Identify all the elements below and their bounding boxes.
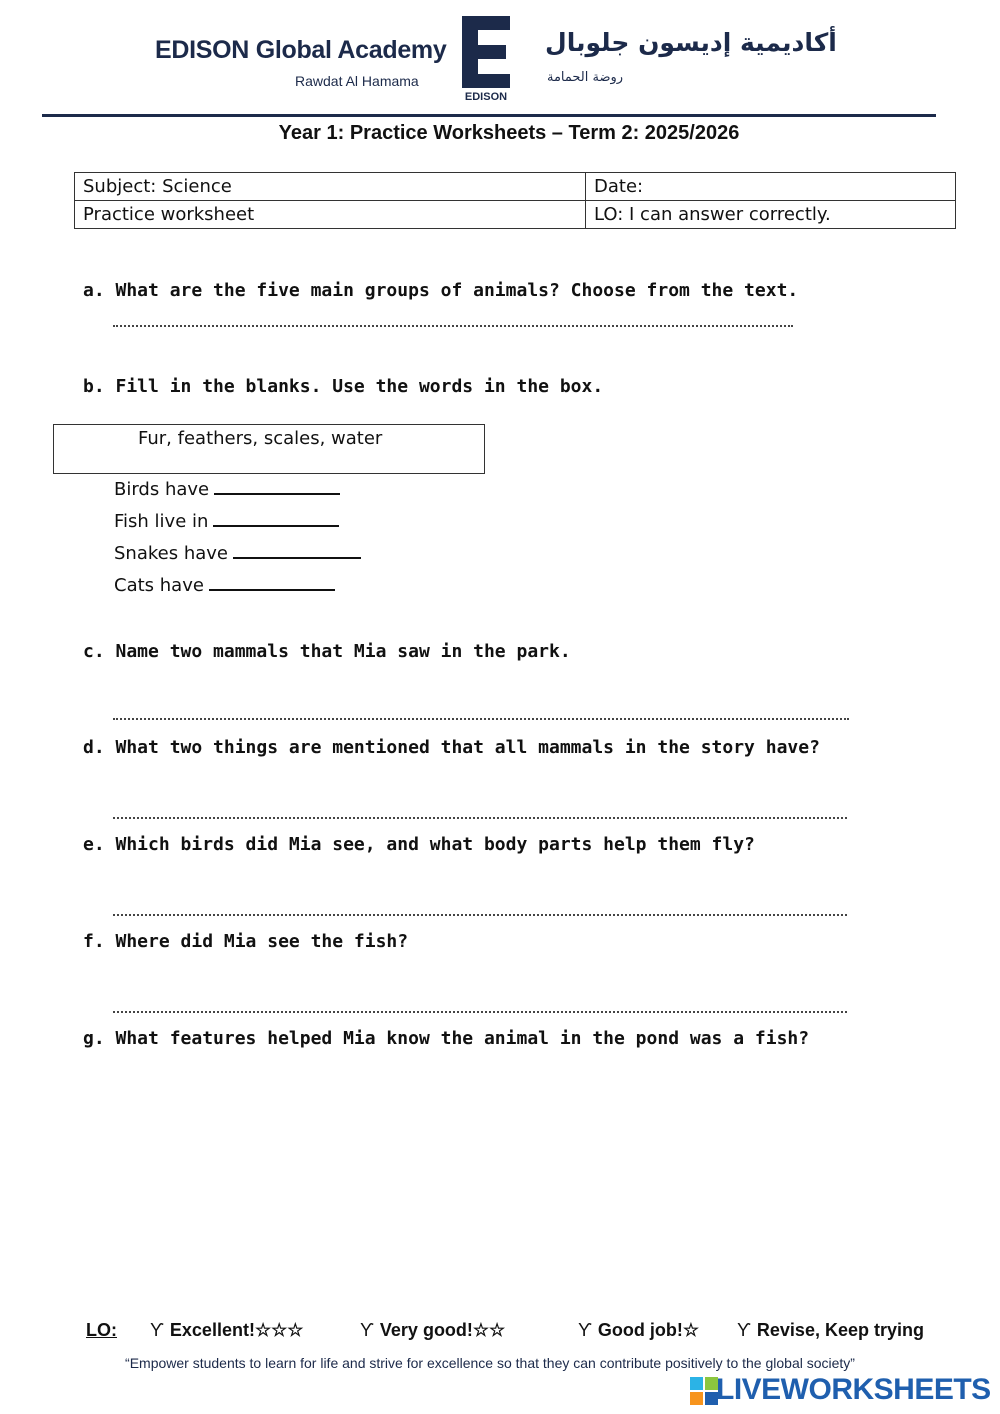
question-a: a. What are the five main groups of animals? Choose from the text. [83,280,799,301]
date-cell[interactable]: Date: [586,173,956,201]
lo-cell: LO: I can answer correctly. [586,201,956,229]
rating-bullet-icon: ϒ [737,1320,751,1340]
answer-line-d[interactable] [113,817,847,819]
rating-text: Revise, Keep trying [756,1320,924,1340]
edison-logo-icon [462,16,510,88]
campus-name-english: Rawdat Al Hamama [295,73,419,89]
answer-line-c[interactable] [113,718,849,720]
fill-blank-answer[interactable] [213,525,339,527]
fill-blank-answer[interactable] [209,589,335,591]
rating-bullet-icon: ϒ [360,1320,374,1340]
fill-blank-item [114,575,335,596]
lo-footer-label [86,1320,117,1341]
fill-blank-prompt: Fish live in [114,511,209,532]
school-motto: “Empower students to learn for life and strive for excellence so that they can contribute positively to the global society” [125,1355,855,1371]
rating-very-good [360,1320,505,1341]
liveworksheets-logo-icon [690,1377,718,1405]
header-divider [42,114,936,117]
campus-name-arabic: روضة الحمامة [547,70,624,85]
question-b: b. Fill in the blanks. Use the words in the box. [83,376,604,397]
fill-blank-item [114,543,361,564]
fill-blank-prompt: Cats have [114,575,204,596]
subject-cell: Subject: Science [75,173,586,201]
liveworksheets-watermark[interactable]: LIVEWORKSHEETS [716,1373,991,1406]
rating-excellent [150,1320,303,1341]
fill-blank-prompt: Snakes have [114,543,228,564]
rating-bullet-icon: ϒ [578,1320,592,1340]
info-table [74,172,956,229]
question-d: d. What two things are mentioned that all mammals in the story have? [83,737,820,758]
rating-bullet-icon: ϒ [150,1320,164,1340]
fill-blank-item [114,479,340,500]
lo-label: LO: [86,1320,117,1340]
rating-text: Good job!☆ [597,1320,700,1340]
word-box-text: Fur, feathers, scales, water [138,428,383,449]
fill-blank-answer[interactable] [233,557,361,559]
rating-revise [737,1320,924,1341]
rating-text: Excellent!☆☆☆ [169,1320,304,1340]
answer-line-e[interactable] [113,914,847,916]
question-g: g. What features helped Mia know the animal in the pond was a fish? [83,1028,810,1049]
fill-blank-item [114,511,339,532]
logo-wordmark: EDISON [464,91,508,103]
answer-line-a[interactable] [113,325,793,327]
rating-text: Very good!☆☆ [379,1320,506,1340]
question-c: c. Name two mammals that Mia saw in the park. [83,641,571,662]
school-name-arabic: أكاديمية إديسون جلوبال [545,28,837,57]
worksheet-cell: Practice worksheet [75,201,586,229]
question-e: e. Which birds did Mia see, and what body parts help them fly? [83,834,755,855]
fill-blank-answer[interactable] [214,493,340,495]
answer-line-f[interactable] [113,1011,847,1013]
school-name-english: EDISON Global Academy [155,36,447,64]
fill-blank-prompt: Birds have [114,479,210,500]
question-f: f. Where did Mia see the fish? [83,931,409,952]
worksheet-title: Year 1: Practice Worksheets – Term 2: 2025/2026 [278,122,740,144]
rating-good-job [578,1320,699,1341]
